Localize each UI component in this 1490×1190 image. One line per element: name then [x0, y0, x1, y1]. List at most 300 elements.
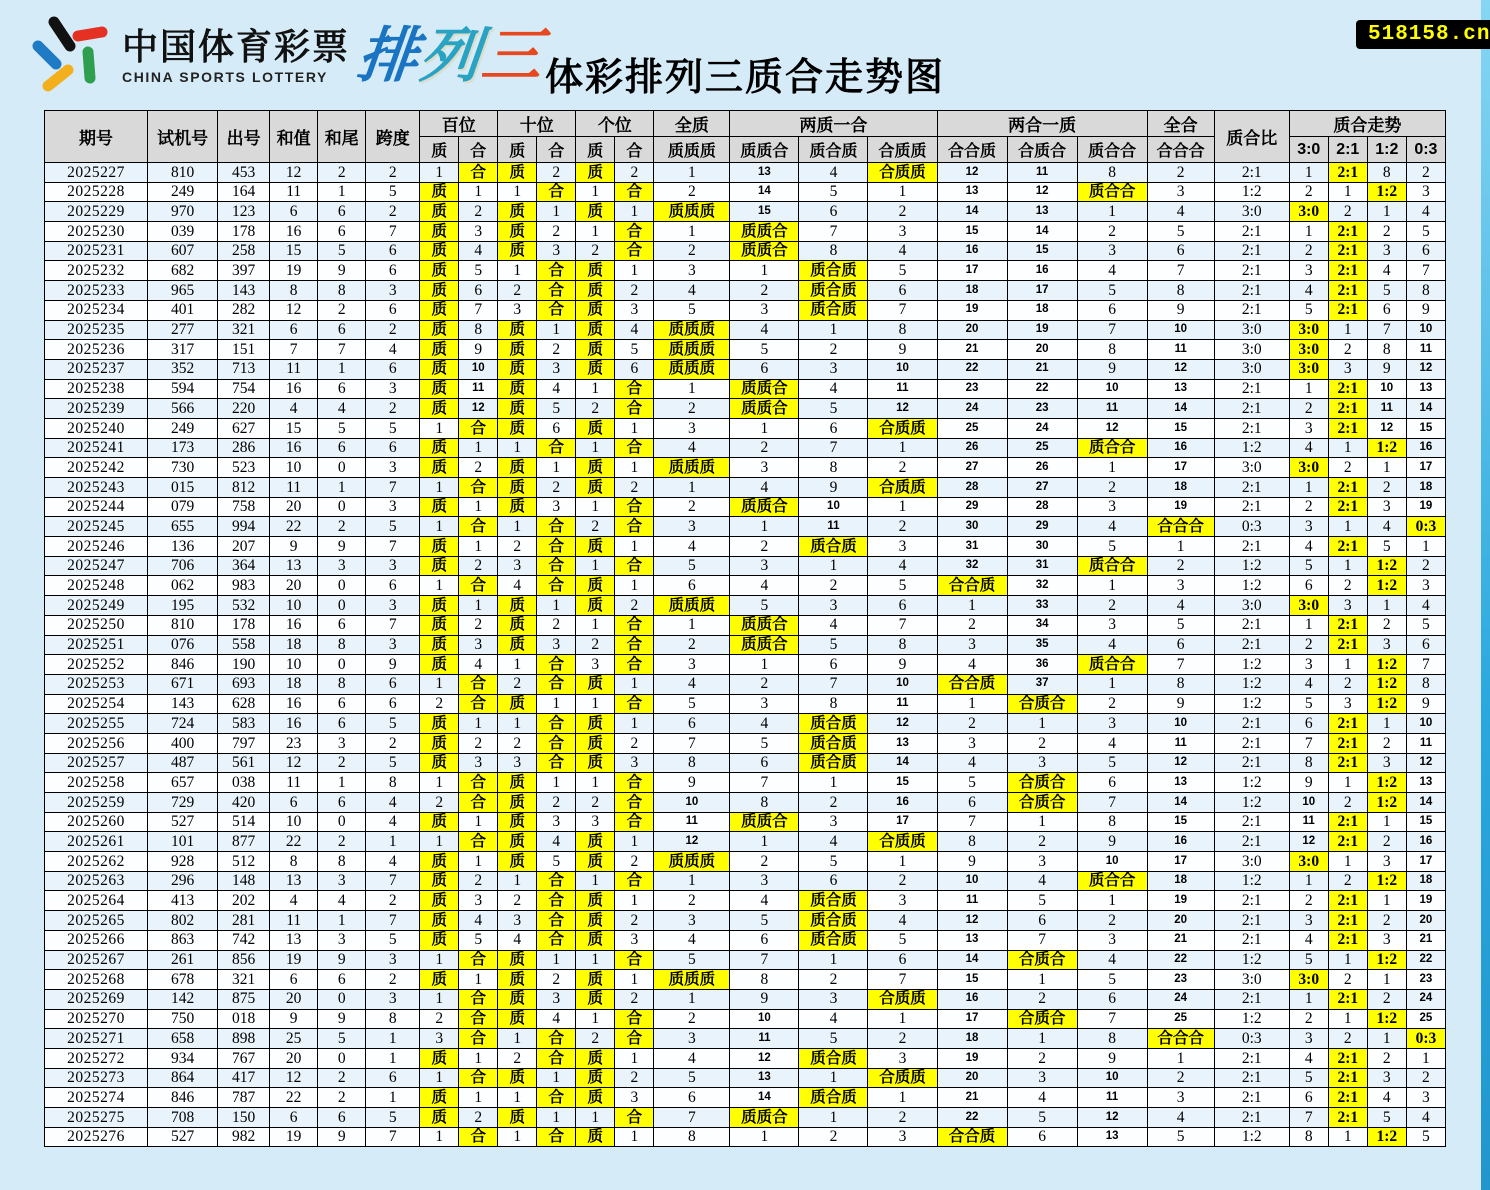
- cell: 1:2: [1214, 576, 1289, 596]
- header-two-composite-one-prime: 两合一质: [937, 111, 1147, 137]
- period-cell: 2025255: [45, 714, 148, 734]
- cell: 5: [1007, 1108, 1077, 1128]
- cell: 合: [537, 871, 576, 891]
- cell: 3: [576, 655, 615, 675]
- subheader-cpc: 合质合: [1007, 137, 1077, 163]
- cell: 合: [459, 674, 498, 694]
- cell: 12: [868, 714, 937, 734]
- cell: 5: [799, 399, 868, 419]
- cell: 质合质: [799, 537, 868, 557]
- cell: 9: [1406, 694, 1445, 714]
- table-row: [45, 1127, 1446, 1147]
- cell: 11: [1077, 1088, 1147, 1108]
- cell: 812: [218, 478, 270, 498]
- cell: 2:1: [1214, 379, 1289, 399]
- cell: 1: [799, 1108, 868, 1128]
- cell: 12: [270, 300, 318, 320]
- cell: 594: [148, 379, 218, 399]
- cell: 2:1: [1328, 1108, 1367, 1128]
- cell: 2: [537, 970, 576, 990]
- cell: 1: [537, 773, 576, 793]
- cell: 1: [1328, 1009, 1367, 1029]
- cell: 1: [615, 674, 654, 694]
- cell: 3: [1367, 1068, 1406, 1088]
- cell: 3:0: [1289, 458, 1328, 478]
- cell: 1: [1289, 478, 1328, 498]
- lottery-logo: [30, 8, 548, 104]
- cell: 0: [318, 989, 366, 1009]
- cell: 11: [1147, 340, 1214, 360]
- cell: 2:1: [1214, 911, 1289, 931]
- cell: 2:1: [1214, 812, 1289, 832]
- cell: 15: [1147, 418, 1214, 438]
- cell: 6: [937, 793, 1007, 813]
- table-row: [45, 556, 1446, 576]
- cell: 12: [1077, 418, 1147, 438]
- cell: 4: [498, 576, 537, 596]
- cell: 1:2: [1214, 438, 1289, 458]
- cell: 2: [1289, 497, 1328, 517]
- cell: 25: [1147, 1009, 1214, 1029]
- cell: 3: [654, 1029, 730, 1049]
- cell: 713: [218, 359, 270, 379]
- cell: 3:0: [1214, 458, 1289, 478]
- cell: 2: [654, 1009, 730, 1029]
- cell: 148: [218, 871, 270, 891]
- table-row: [45, 970, 1446, 990]
- cell: 质: [576, 733, 615, 753]
- table-row: [45, 1108, 1446, 1128]
- cell: 2: [1328, 202, 1367, 222]
- cell: 质: [576, 320, 615, 340]
- cell: 1:2: [1367, 1127, 1406, 1147]
- subheader-ccc: 合合合: [1147, 137, 1214, 163]
- cell: 合: [537, 517, 576, 537]
- cell: 4: [654, 1048, 730, 1068]
- cell: 3: [1367, 241, 1406, 261]
- cell: 6: [1289, 576, 1328, 596]
- cell: 合: [615, 812, 654, 832]
- cell: 143: [148, 694, 218, 714]
- table-row: [45, 576, 1446, 596]
- cell: 3: [654, 911, 730, 931]
- cell: 12: [1147, 359, 1214, 379]
- cell: 质: [420, 399, 459, 419]
- cell: 1: [615, 714, 654, 734]
- cell: 3: [459, 635, 498, 655]
- cell: 2: [615, 911, 654, 931]
- cell: 15: [937, 970, 1007, 990]
- cell: 2:1: [1328, 163, 1367, 183]
- cell: 7: [1077, 793, 1147, 813]
- cell: 8: [1147, 674, 1214, 694]
- cell: 2: [730, 674, 799, 694]
- cell: 1: [1007, 1029, 1077, 1049]
- cell: 7: [318, 340, 366, 360]
- cell: 706: [148, 556, 218, 576]
- cell: 6: [1289, 1088, 1328, 1108]
- cell: 4: [654, 438, 730, 458]
- cell: 2: [459, 871, 498, 891]
- cell: 合: [615, 655, 654, 675]
- cell: 14: [1406, 399, 1445, 419]
- cell: 4: [799, 379, 868, 399]
- table-row: [45, 399, 1446, 419]
- cell: 8: [366, 773, 420, 793]
- cell: 24: [937, 399, 1007, 419]
- cell: 3: [366, 458, 420, 478]
- period-cell: 2025252: [45, 655, 148, 675]
- cell: 1:2: [1367, 556, 1406, 576]
- cell: 7: [868, 970, 937, 990]
- cell: 16: [937, 989, 1007, 1009]
- cell: 2:1: [1328, 281, 1367, 301]
- cell: 2:1: [1328, 399, 1367, 419]
- cell: 质: [420, 911, 459, 931]
- cell: 9: [937, 852, 1007, 872]
- cell: 1: [318, 911, 366, 931]
- table-row: [45, 1029, 1446, 1049]
- table-row: [45, 517, 1446, 537]
- cell: 合: [615, 556, 654, 576]
- period-cell: 2025262: [45, 852, 148, 872]
- header-period: 期号: [45, 111, 148, 163]
- cell: 质: [498, 418, 537, 438]
- table-row: [45, 1088, 1446, 1108]
- cell: 4: [1077, 733, 1147, 753]
- cell: 5: [654, 556, 730, 576]
- cell: 5: [1077, 537, 1147, 557]
- cell: 3: [1367, 852, 1406, 872]
- cell: 36: [1007, 655, 1077, 675]
- cell: 420: [218, 793, 270, 813]
- cell: 8: [868, 320, 937, 340]
- cell: 22: [1406, 950, 1445, 970]
- cell: 合: [459, 950, 498, 970]
- cell: 质: [420, 852, 459, 872]
- table-row: [45, 163, 1446, 183]
- cell: 16: [1007, 261, 1077, 281]
- cell: 1: [937, 596, 1007, 616]
- cell: 4: [1289, 1048, 1328, 1068]
- cell: 173: [148, 438, 218, 458]
- table-row: [45, 989, 1446, 1009]
- logo-en-text: CHINA SPORTS LOTTERY: [122, 68, 328, 85]
- cell: 2: [868, 517, 937, 537]
- cell: 质: [498, 832, 537, 852]
- cell: 6: [366, 300, 420, 320]
- cell: 282: [218, 300, 270, 320]
- cell: 16: [270, 615, 318, 635]
- cell: 11: [459, 379, 498, 399]
- cell: 9: [318, 261, 366, 281]
- cell: 3: [498, 911, 537, 931]
- cell: 1: [799, 556, 868, 576]
- cell: 10: [1147, 714, 1214, 734]
- cell: 8: [318, 281, 366, 301]
- cell: 18: [270, 674, 318, 694]
- cell: 质: [576, 1068, 615, 1088]
- cell: 13: [270, 556, 318, 576]
- cell: 5: [615, 340, 654, 360]
- cell: 25: [1406, 1009, 1445, 1029]
- cell: 7: [1406, 261, 1445, 281]
- cell: 2: [615, 596, 654, 616]
- period-cell: 2025263: [45, 871, 148, 891]
- cell: 24: [1147, 989, 1214, 1009]
- cell: 20: [937, 320, 1007, 340]
- table-row: [45, 1068, 1446, 1088]
- cell: 31: [937, 537, 1007, 557]
- cell: 730: [148, 458, 218, 478]
- window-edge-bar: [1481, 0, 1490, 1190]
- cell: 2:1: [1328, 497, 1367, 517]
- cell: 2: [498, 891, 537, 911]
- cell: 质: [420, 635, 459, 655]
- period-cell: 2025235: [45, 320, 148, 340]
- cell: 1: [1289, 615, 1328, 635]
- cell: 15: [270, 241, 318, 261]
- cell: 16: [270, 222, 318, 242]
- cell: 质: [420, 812, 459, 832]
- cell: 质质质: [654, 596, 730, 616]
- cell: 质: [498, 812, 537, 832]
- cell: 合: [615, 241, 654, 261]
- cell: 合: [459, 989, 498, 1009]
- cell: 015: [148, 478, 218, 498]
- cell: 7: [366, 871, 420, 891]
- cell: 2: [799, 793, 868, 813]
- cell: 22: [1007, 379, 1077, 399]
- cell: 7: [366, 911, 420, 931]
- cell: 8: [730, 793, 799, 813]
- cell: 11: [1367, 399, 1406, 419]
- cell: 2: [937, 714, 1007, 734]
- subheader-units-composite: 合: [615, 137, 654, 163]
- period-cell: 2025243: [45, 478, 148, 498]
- cell: 2: [537, 163, 576, 183]
- period-cell: 2025265: [45, 911, 148, 931]
- cell: 628: [218, 694, 270, 714]
- cell: 25: [937, 418, 1007, 438]
- cell: 10: [1077, 852, 1147, 872]
- cell: 1: [366, 1048, 420, 1068]
- cell: 5: [459, 261, 498, 281]
- cell: 261: [148, 950, 218, 970]
- cell: 合质质: [868, 989, 937, 1009]
- cell: 11: [1289, 812, 1328, 832]
- cell: 9: [318, 537, 366, 557]
- cell: 合: [459, 694, 498, 714]
- cell: 1: [1328, 773, 1367, 793]
- cell: 1: [459, 1088, 498, 1108]
- cell: 1: [366, 1029, 420, 1049]
- cell: 1: [537, 320, 576, 340]
- cell: 2: [537, 478, 576, 498]
- cell: 3: [730, 556, 799, 576]
- cell: 15: [868, 773, 937, 793]
- cell: 合: [459, 793, 498, 813]
- cell: 2: [1289, 182, 1328, 202]
- cell: 9: [868, 340, 937, 360]
- table-row: [45, 694, 1446, 714]
- cell: 583: [218, 714, 270, 734]
- cell: 3: [459, 222, 498, 242]
- cell: 5: [730, 733, 799, 753]
- cell: 3: [1289, 261, 1328, 281]
- cell: 2: [1328, 340, 1367, 360]
- cell: 3:0: [1289, 202, 1328, 222]
- cell: 8: [799, 241, 868, 261]
- cell: 11: [1406, 733, 1445, 753]
- cell: 2: [1328, 871, 1367, 891]
- cell: 18: [1147, 871, 1214, 891]
- cell: 1: [1077, 458, 1147, 478]
- cell: 合: [459, 576, 498, 596]
- cell: 2: [1007, 733, 1077, 753]
- cell: 3: [1367, 930, 1406, 950]
- cell: 2: [615, 281, 654, 301]
- cell: 质: [420, 871, 459, 891]
- cell: 2: [1147, 163, 1214, 183]
- cell: 1:2: [1214, 182, 1289, 202]
- cell: 合: [537, 438, 576, 458]
- cell: 2: [868, 1029, 937, 1049]
- period-cell: 2025266: [45, 930, 148, 950]
- cell: 3: [1406, 1088, 1445, 1108]
- cell: 2:1: [1328, 261, 1367, 281]
- cell: 30: [1007, 537, 1077, 557]
- cell: 178: [218, 222, 270, 242]
- cell: 6: [1406, 635, 1445, 655]
- cell: 178: [218, 615, 270, 635]
- table-row: [45, 300, 1446, 320]
- cell: 2:1: [1214, 241, 1289, 261]
- cell: 质: [576, 714, 615, 734]
- table-row: [45, 497, 1446, 517]
- cell: 1: [420, 478, 459, 498]
- cell: 3:0: [1289, 596, 1328, 616]
- cell: 9: [799, 478, 868, 498]
- cell: 2: [1077, 478, 1147, 498]
- cell: 321: [218, 320, 270, 340]
- cell: 1: [654, 871, 730, 891]
- cell: 0:3: [1406, 1029, 1445, 1049]
- period-cell: 2025274: [45, 1088, 148, 1108]
- cell: 2: [1328, 793, 1367, 813]
- cell: 质: [420, 340, 459, 360]
- cell: 质: [420, 241, 459, 261]
- cell: 2: [1007, 989, 1077, 1009]
- cell: 14: [937, 202, 1007, 222]
- cell: 8: [1406, 674, 1445, 694]
- cell: 质: [576, 418, 615, 438]
- cell: 质: [576, 911, 615, 931]
- cell: 8: [1077, 340, 1147, 360]
- cell: 合质合: [1007, 694, 1077, 714]
- cell: 合: [537, 911, 576, 931]
- cell: 7: [654, 733, 730, 753]
- cell: 079: [148, 497, 218, 517]
- cell: 514: [218, 812, 270, 832]
- cell: 3: [654, 418, 730, 438]
- cell: 5: [1406, 222, 1445, 242]
- cell: 1: [576, 438, 615, 458]
- period-cell: 2025236: [45, 340, 148, 360]
- cell: 6: [366, 674, 420, 694]
- cell: 合: [537, 674, 576, 694]
- cell: 5: [654, 694, 730, 714]
- cell: 合: [459, 517, 498, 537]
- cell: 合质质: [868, 418, 937, 438]
- cell: 合: [615, 793, 654, 813]
- cell: 14: [1147, 399, 1214, 419]
- cell: 4: [868, 556, 937, 576]
- cell: 1: [615, 1127, 654, 1147]
- cell: 6: [868, 281, 937, 301]
- cell: 质: [420, 458, 459, 478]
- cell: 3: [1077, 497, 1147, 517]
- cell: 合: [537, 753, 576, 773]
- cell: 1: [459, 852, 498, 872]
- cell: 1: [459, 537, 498, 557]
- table-row: [45, 871, 1446, 891]
- cell: 1: [799, 320, 868, 340]
- period-cell: 2025249: [45, 596, 148, 616]
- cell: 质: [498, 379, 537, 399]
- cell: 5: [318, 418, 366, 438]
- cell: 19: [1406, 497, 1445, 517]
- cell: 2: [318, 517, 366, 537]
- cell: 2: [537, 615, 576, 635]
- cell: 1: [420, 576, 459, 596]
- cell: 863: [148, 930, 218, 950]
- period-cell: 2025257: [45, 753, 148, 773]
- cell: 9: [1077, 832, 1147, 852]
- cell: 9: [730, 989, 799, 1009]
- period-cell: 2025258: [45, 773, 148, 793]
- cell: 5: [799, 1029, 868, 1049]
- cell: 417: [218, 1068, 270, 1088]
- header-sum-tail: 和尾: [318, 111, 366, 163]
- cell: 3: [459, 753, 498, 773]
- cell: 2: [366, 891, 420, 911]
- cell: 6: [318, 202, 366, 222]
- cell: 6: [1367, 300, 1406, 320]
- cell: 11: [868, 379, 937, 399]
- cell: 22: [937, 1108, 1007, 1128]
- cell: 1: [730, 1127, 799, 1147]
- cell: 1: [615, 891, 654, 911]
- cell: 质质质: [654, 458, 730, 478]
- cell: 220: [218, 399, 270, 419]
- cell: 6: [799, 202, 868, 222]
- cell: 5: [1077, 281, 1147, 301]
- site-badge-link[interactable]: 518158.cn: [1356, 20, 1490, 49]
- cell: 9: [318, 1009, 366, 1029]
- header-test-number: 试机号: [148, 111, 218, 163]
- cell: 2: [1147, 556, 1214, 576]
- cell: 2: [318, 163, 366, 183]
- cell: 质: [498, 163, 537, 183]
- cell: 413: [148, 891, 218, 911]
- lottery-logo-icon: [30, 12, 112, 100]
- cell: 6: [1007, 911, 1077, 931]
- cell: 2: [1077, 911, 1147, 931]
- cell: 质: [498, 340, 537, 360]
- cell: 4: [1289, 281, 1328, 301]
- cell: 27: [937, 458, 1007, 478]
